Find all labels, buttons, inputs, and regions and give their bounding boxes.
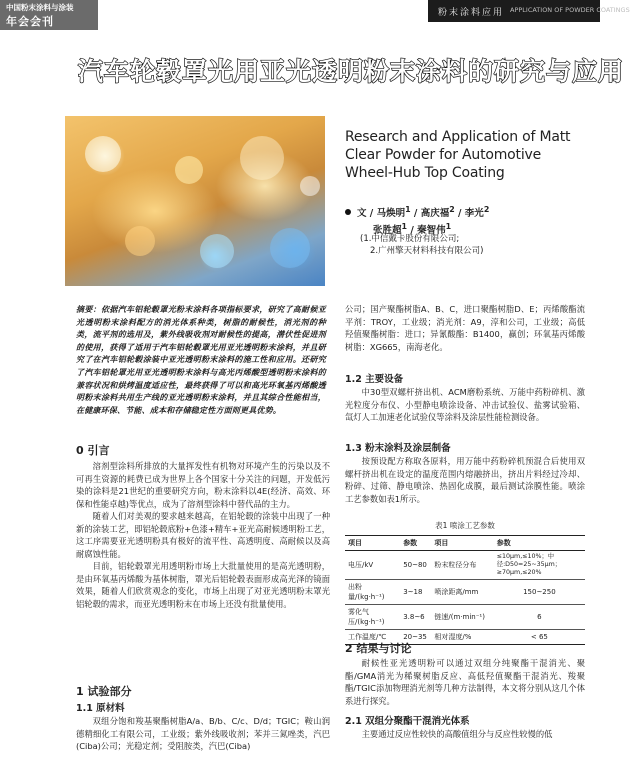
table-cell: 3~18 (400, 580, 431, 605)
paragraph: 目前，铝轮毂罩光用透明粉市场上大批量使用的是高光透明粉，是由环氧基丙烯酸为基体树脂，罩光后铝轮毂表面形成高光泽的镜面效果，随着人们欣赏观念的变化，市场上出现了对亚光透明粉末罩光铝轮毂的需求，而亚光透明粉末在市场上还没有批量使用。 (76, 561, 330, 609)
paragraph: 溶剂型涂料所排放的大量挥发性有机物对环境产生的污染以及不可再生资源的耗费已成为世界上各个国家十分关注的问题，开发低污染的涂料是21世纪的重要研究方向，粉末涂料以4E(经济、高效、环保和性能卓越)等优点，成为了溶剂型涂料中替代品的主力。 (76, 461, 330, 509)
materials-body-cont (345, 303, 585, 353)
paragraph: 耐候性亚光透明粉可以通过双组分纯聚酯干混消光、聚酯/GMA消光为稀聚树脂反应、高低羟值聚酯干混消光、羧聚酯/TGIC添加物理消光剂等几种方法制得，本文将分别从这几个体系进行探究。 (345, 658, 585, 706)
table-cell: 50~80 (400, 551, 431, 580)
table-cell: 链速/(m·min⁻¹) (431, 605, 493, 630)
intro-body (76, 460, 330, 610)
table-row (345, 605, 585, 630)
table-cell: 150~250 (494, 580, 585, 605)
table-cell: 喷涂距离/mm (431, 580, 493, 605)
section-heading: 2 结果与讨论 (345, 642, 412, 655)
table-cell: < 65 (494, 630, 585, 645)
section-banner (428, 0, 630, 22)
subsection-heading: 1.2 主要设备 (345, 374, 404, 385)
author-line: 文 / 马焕明$^1$ / 高庆福$^2$ / 李光$^2$ (345, 203, 595, 220)
table-header-cell: 项目 (431, 536, 493, 551)
bokeh-light (200, 234, 234, 268)
spray-parameters-table (345, 535, 585, 645)
table-cell: 工作温度/℃ (345, 630, 400, 645)
section-heading: 1 试验部分 (76, 685, 132, 698)
table-cell: ≤10μm,≤10%；中径:D50=25~35μm；≥70μm,≤20% (494, 551, 585, 580)
table-cell: 20~35 (400, 630, 431, 645)
bokeh-light (125, 226, 155, 256)
subsection-heading: 2.1 双组分聚酯干混消光体系 (345, 716, 470, 727)
subsection-heading: 1.3 粉末涂料及涂层制备 (345, 443, 451, 454)
bokeh-light (175, 156, 203, 184)
equipment-body (345, 386, 585, 424)
table-cell: 出粉量/(kg·h⁻¹) (345, 580, 400, 605)
bokeh-light (240, 136, 284, 180)
english-title-line: Wheel-Hub Top Coating (345, 165, 505, 181)
abstract: 摘要：依据汽车铝轮毂罩光粉末涂料各项指标要求，研究了高耐候亚光透明粉末涂料配方的消光体系种类，树脂的耐候性，消光剂的种类，流平剂的选用及，紫外线吸收剂对耐候性的提高，潜伏性促进剂的使用，获得了适用于汽车铝轮毂罩光用亚光透明粉末涂料，并且研究了在汽车铝轮毂涂装中亚光透明粉末涂料的施工性和应用。还研究了汽车铝轮罩光用亚光透明粉末涂料与高光丙烯酸型透明粉末涂料的兼容状况和烘烤温度适应性，最终获得了可以和高光环氧基丙烯酸透明粉末涂料共用生产线的亚光透明粉末涂料，并且其综合性能相当，在健康环保、节能、成本和存储稳定性方面则更具优势。 (76, 304, 326, 415)
affiliation-line: 2.广州擎天材料科技有限公司) (370, 246, 484, 256)
bokeh-light (85, 136, 121, 172)
author-line: 张胜超$^1$ / 秦智伟$^1$ (373, 222, 452, 237)
table-header-row (345, 536, 585, 551)
table-cell: 雾化气压/(kg·h⁻¹) (345, 605, 400, 630)
paragraph: 主要通过反应性较快的高酸值组分与反应性较慢的低 (361, 729, 553, 739)
paragraph: 随着人们对美观的要求越来越高，在铝轮毂的涂装中出现了一种新的涂装工艺，即铝轮毂底粉+色漆+精车+亚光高耐候透明粉工艺，这工序需要亚光透明粉具有极好的流平性、高透明度、高耐候以及高耐腐蚀性能。 (76, 511, 330, 559)
bullet-icon (345, 209, 351, 215)
table-header-cell: 项目 (345, 536, 400, 551)
yearbook-label: 年会会刊 (6, 15, 54, 28)
table-row (345, 551, 585, 580)
section-code: APPLICATION OF POWDER COATINGS (510, 6, 630, 14)
table-cell: 6 (494, 605, 585, 630)
paragraph: 公司；国产聚酯树脂A、B、C，进口聚酯树脂D、E；丙烯酸酯流平剂：TROY，工业级；消光剂：A9，淳和公司，工业级；高低羟值聚酯树脂：进口；异氰酸酯：B1400，赢创；环氧基丙烯酸树脂：XG665，南海老化。 (345, 304, 585, 352)
paragraph: 中30型双螺杆挤出机、ACM磨粉系统、万能中药粉碎机、激光粒度分布仪、小型静电喷涂设备、冲击试验仪、盐雾试验箱、氙灯人工加速老化试验仪等涂料及涂层性能检测设备。 (345, 387, 585, 422)
english-title-line: Clear Powder for Automotive (345, 147, 542, 163)
results-body (345, 657, 585, 707)
table-header-cell: 参数 (494, 536, 585, 551)
hero-photo (65, 116, 325, 286)
table-header-cell: 参数 (400, 536, 431, 551)
affiliation-line: (1.中信戴卡股份有限公司; (360, 234, 460, 244)
english-title-line: Research and Application of Matt (345, 129, 571, 145)
section-label: 粉末涂料应用 (438, 8, 505, 18)
english-title (345, 128, 585, 182)
table-cell: 3.8~6 (400, 605, 431, 630)
section-heading: 0 引言 (76, 444, 110, 457)
journal-badge (0, 0, 98, 30)
affiliations (360, 233, 600, 257)
journal-name: 中国粉末涂料与涂装 (6, 3, 74, 12)
subsection-heading: 1.1 原材料 (76, 703, 125, 714)
page-title: 汽车轮毂罩光用亚光透明粉末涂料的研究与应用 (78, 57, 625, 86)
paragraph: 按预设配方称取各原料，用万能中药粉碎机预混合后使用双螺杆挤出机在设定的温度范围内熔融挤出，挤出片料经过冷却、粉碎、过筛、静电喷涂、热固化成膜，最后测试涂膜性能。喷涂工艺参数如表1所示。 (345, 456, 585, 504)
preparation-body (345, 455, 585, 505)
table-row (345, 580, 585, 605)
materials-body (76, 715, 330, 753)
paragraph: 双组分饱和羧基聚酯树脂A/a、B/b、C/c、D/d；TGIC；鞍山润德精细化工有限公司，工业级；紫外线吸收剂；苯并三氮唑类，汽巴(Ciba)公司；光稳定剂；受阻胺类，汽巴(Ciba) (76, 716, 330, 751)
table-cell: 电压/kV (345, 551, 400, 580)
table-cell: 相对湿度/% (431, 630, 493, 645)
bokeh-light (300, 176, 320, 196)
bokeh-light (270, 228, 310, 268)
table-caption: 表1 喷涂工艺参数 (435, 521, 495, 530)
table-cell: 粉末粒径分布 (431, 551, 493, 580)
results-body-cont (345, 728, 585, 741)
